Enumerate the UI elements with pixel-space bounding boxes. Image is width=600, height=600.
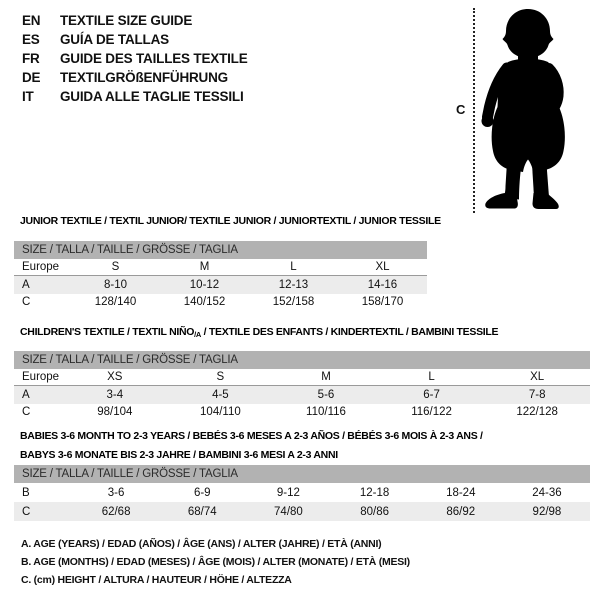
language-list xyxy=(22,11,248,106)
size-cell: 152/158 xyxy=(272,296,315,309)
children-title-suffix: / TEXTILE DES ENFANTS / KINDERTEXTIL / BAMBINI TESSILE xyxy=(201,326,499,338)
size-cell: 68/74 xyxy=(187,505,217,518)
language-row xyxy=(22,30,248,49)
children-table-title xyxy=(20,326,498,339)
size-cell: 62/68 xyxy=(101,505,131,518)
size-cell: L xyxy=(290,261,297,274)
size-cell: 24-36 xyxy=(532,486,562,499)
table-row xyxy=(14,369,590,386)
babies-table-title xyxy=(20,427,483,465)
size-cell: 140/152 xyxy=(183,296,226,309)
size-cell: 14-16 xyxy=(367,278,398,291)
table-row xyxy=(14,294,427,311)
table-row xyxy=(14,404,590,421)
language-label: TEXTILE SIZE GUIDE xyxy=(60,13,193,28)
row-label: C xyxy=(22,406,31,419)
table-row xyxy=(14,502,590,521)
children-title-prefix: CHILDREN'S TEXTILE / TEXTIL NIÑO xyxy=(20,326,195,338)
junior-size-table xyxy=(14,241,427,311)
size-cell: S xyxy=(111,261,120,274)
height-measure-dotted-line xyxy=(473,8,475,213)
size-cell: 4-5 xyxy=(212,388,229,401)
row-label: A xyxy=(22,388,30,401)
size-cell: 9-12 xyxy=(276,486,300,499)
size-header-band: SIZE / TALLA / TAILLE / GRÖSSE / TAGLIA xyxy=(14,241,427,259)
row-label: B xyxy=(22,486,30,499)
size-cell: XS xyxy=(107,371,123,384)
size-cell: S xyxy=(216,371,225,384)
babies-title-line2: BABYS 3-6 MONATE BIS 2-3 JAHRE / BAMBINI 3-6 MESI A 2-3 ANNI xyxy=(20,449,338,461)
size-header-band: SIZE / TALLA / TAILLE / GRÖSSE / TAGLIA xyxy=(14,465,590,483)
row-label: C xyxy=(22,296,31,309)
size-header-band: SIZE / TALLA / TAILLE / GRÖSSE / TAGLIA xyxy=(14,351,590,369)
size-cell: 6-7 xyxy=(423,388,440,401)
size-cell: 98/104 xyxy=(97,406,133,419)
size-cell: 104/110 xyxy=(200,406,241,419)
size-cell: 5-6 xyxy=(317,388,335,401)
babies-title-line1: BABIES 3-6 MONTH TO 2-3 YEARS / BEBÉS 3-6 MESES A 2-3 AÑOS / BÉBÉS 3-6 MOIS À 2-3 ANS / xyxy=(20,430,483,442)
row-label: Europe xyxy=(22,371,60,384)
size-cell: XL xyxy=(375,261,390,274)
row-label: C xyxy=(22,505,31,518)
babies-size-table xyxy=(14,465,590,521)
children-size-table xyxy=(14,351,590,421)
language-code: DE xyxy=(22,70,41,85)
size-cell: M xyxy=(199,261,210,274)
table-row xyxy=(14,483,590,502)
language-row xyxy=(22,49,248,68)
language-row xyxy=(22,68,248,87)
footnote-line: A. AGE (YEARS) / EDAD (AÑOS) / ÂGE (ANS) / ALTER (JAHRE) / ETÀ (ANNI) xyxy=(21,538,382,550)
size-cell: 80/86 xyxy=(360,505,389,518)
size-cell: 3-4 xyxy=(106,388,124,401)
footnotes xyxy=(21,535,410,589)
language-code: EN xyxy=(22,13,41,28)
size-cell: 6-9 xyxy=(193,486,211,499)
language-label: TEXTILGRÖßENFÜHRUNG xyxy=(60,70,228,85)
language-row xyxy=(22,87,248,106)
language-label: GUIDA ALLE TAGLIE TESSILI xyxy=(60,89,244,104)
table-row xyxy=(14,259,427,276)
size-cell: L xyxy=(428,371,435,384)
size-cell: 8-10 xyxy=(103,278,128,291)
junior-table-title-text: JUNIOR TEXTILE / TEXTIL JUNIOR/ TEXTILE JUNIOR / JUNIORTEXTIL / JUNIOR TESSILE xyxy=(20,215,441,227)
size-cell: 116/122 xyxy=(411,406,452,419)
footnote-line: C. (cm) HEIGHT / ALTURA / HAUTEUR / HÖHE / ALTEZZA xyxy=(21,574,292,586)
measure-label-c: C xyxy=(456,102,466,117)
row-label: Europe xyxy=(22,261,60,274)
size-cell: 110/116 xyxy=(306,406,346,419)
size-cell: 74/80 xyxy=(274,505,303,518)
language-row xyxy=(22,11,248,30)
size-cell: 86/92 xyxy=(446,505,476,518)
children-title-subscript: /A xyxy=(194,330,202,339)
table-row xyxy=(14,386,590,403)
toddler-silhouette-icon xyxy=(478,6,578,214)
language-code: IT xyxy=(22,89,34,104)
size-cell: 10-12 xyxy=(189,278,220,291)
language-label: GUIDE DES TAILLES TEXTILE xyxy=(60,51,248,66)
size-cell: 3-6 xyxy=(107,486,125,499)
row-label: A xyxy=(22,278,30,291)
size-cell: XL xyxy=(530,371,545,384)
size-cell: 122/128 xyxy=(516,406,558,419)
size-cell: 12-13 xyxy=(278,278,309,291)
language-label: GUÍA DE TALLAS xyxy=(60,32,169,47)
size-cell: 12-18 xyxy=(359,486,390,499)
language-code: ES xyxy=(22,32,40,47)
size-cell: 158/170 xyxy=(361,296,404,309)
size-cell: 7-8 xyxy=(528,388,546,401)
size-cell: M xyxy=(321,371,331,384)
junior-table-title xyxy=(20,215,441,227)
table-row xyxy=(14,276,427,293)
size-cell: 92/98 xyxy=(532,505,562,518)
footnote-line: B. AGE (MONTHS) / EDAD (MESES) / ÂGE (MOIS) / ALTER (MONATE) / ETÀ (MESI) xyxy=(21,556,410,568)
figure-area xyxy=(448,2,588,216)
language-code: FR xyxy=(22,51,40,66)
size-cell: 18-24 xyxy=(446,486,476,499)
size-cell: 128/140 xyxy=(94,296,137,309)
